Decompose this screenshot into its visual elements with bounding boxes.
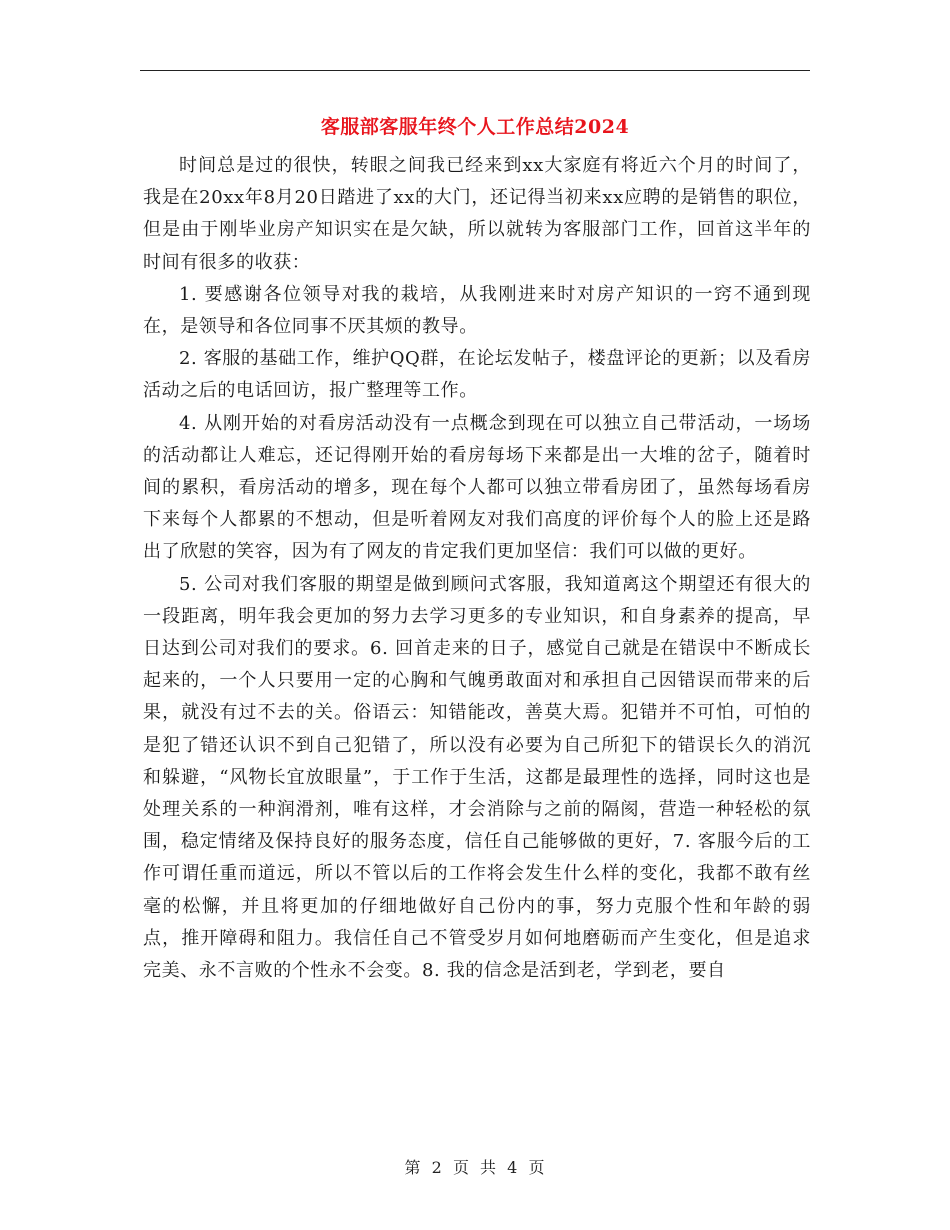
footer-label-unit: 页: [452, 1158, 470, 1177]
footer-current-page: 2: [431, 1158, 443, 1177]
footer-label-unit2: 页: [528, 1158, 546, 1177]
footer-label-page: 第: [404, 1158, 422, 1177]
paragraph-intro: 时间总是过的很快，转眼之间我已经来到xx大家庭有将近六个月的时间了，我是在20xx年8月20日踏进了xx的大门，还记得当初来xx应聘的是销售的职位，但是由于刚毕业房产知识实在是欠缺，所以就转为客服部门工作，回首这半年的时间有很多的收获：: [143, 155, 811, 273]
footer-total-pages: 4: [507, 1158, 519, 1177]
page-footer: [140, 1155, 810, 1178]
paragraph-2: 2. 客服的基础工作，维护QQ群，在论坛发帖子，楼盘评论的更新；以及看房活动之后的电话回访，报广整理等工作。: [143, 348, 812, 402]
footer-label-total: 共: [480, 1158, 498, 1177]
paragraph-4: 4. 从刚开始的对看房活动没有一点概念到现在可以独立自己带活动，一场场的活动都让人难忘，还记得刚开始的看房每场下来都是出一大堆的岔子，随着时间的累积，看房活动的增多，现在每个人都可以独立带看房团了，虽然每场看房下来每个人都累的不想动，但是听着网友对我们高度的评价每个人的脸上还是路出了欣慰的笑容，因为有了网友的肯定我们更加坚信：我们可以做的更好。: [143, 412, 811, 563]
header-rule: [140, 70, 810, 71]
document-body: [143, 150, 811, 987]
document-title: 客服部客服年终个人工作总结2024: [320, 116, 630, 138]
paragraph-5: 5. 公司对我们客服的期望是做到顾问式客服，我知道离这个期望还有很大的一段距离，明年我会更加的努力去学习更多的专业知识，和自身素养的提高，早日达到公司对我们的要求。6. 回首走来的日子，感觉自己就是在错误中不断成长起来的，一个人只要用一定的心胸和气魄勇敢面对和承担自己因错误而带来的后果，就没有过不去的关。俗语云：知错能改，善莫大焉。犯错并不可怕，可怕的是犯了错还认识不到自己犯错了，所以没有必要为自己所犯下的错误长久的消沉和躲避，“风物长宜放眼量”，于工作于生活，这都是最理性的选择，同时这也是处理关系的一种润滑剂，唯有这样，才会消除与之前的隔阂，营造一种轻松的氛围，稳定情绪及保持良好的服务态度，信任自己能够做的更好，7. 客服今后的工作可谓任重而道远，所以不管以后的工作将会发生什么样的变化，我都不敢有丝毫的松懈，并且将更加的仔细地做好自己份内的事，努力克服个性和年龄的弱点，推开障碍和阻力。我信任自己不管受岁月如何地磨砺而产生变化，但是追求完美、永不言败的个性永不会变。8. 我的信念是活到老，学到老，要自: [143, 573, 811, 982]
paragraph-1: 1. 要感谢各位领导对我的栽培，从我刚进来时对房产知识的一窍不通到现在，是领导和各位同事不厌其烦的教导。: [143, 283, 811, 338]
